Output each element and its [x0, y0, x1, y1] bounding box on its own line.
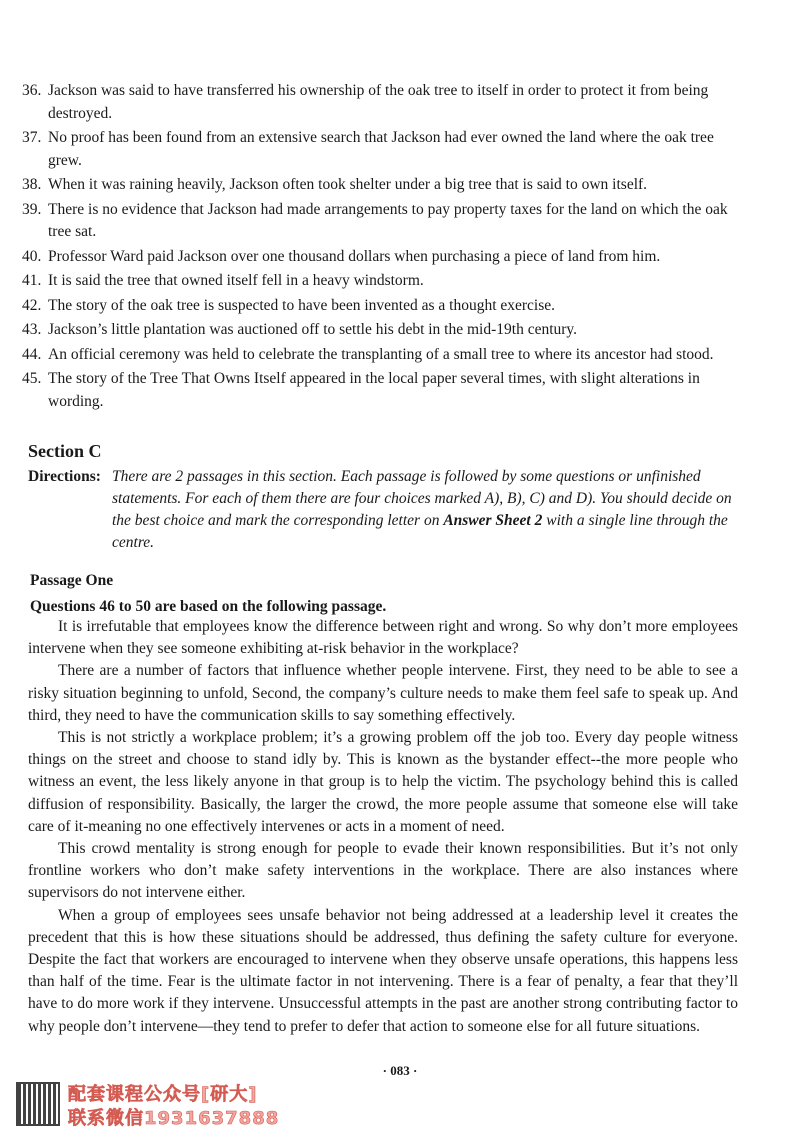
- statement-41: [22, 270, 738, 293]
- statement-number: 44.: [22, 345, 42, 363]
- statement-text: No proof has been found from an extensive search that Jackson had ever owned the land where the oak tree grew.: [48, 129, 714, 169]
- directions-label: Directions:: [28, 468, 101, 485]
- statement-number: 38.: [22, 176, 42, 193]
- statement-text: There is no evidence that Jackson had made arrangements to pay property taxes for the land on which the oak tree sat.: [48, 200, 728, 240]
- statement-number: 39.: [22, 200, 42, 218]
- passage-paragraph: When a group of employees sees unsafe behavior not being addressed at a leadership level it creates the precedent that this is how these situations should be addressed, thus defining the safety culture for everyone. Despite the fact that workers are encouraged to intervene when they observe unsafe operations, this happens less than half of the time. Fear is the ultimate factor in not intervening. There is a fear of penalty, a fear that they’ll have to do more work if they intervene. Unsuccessful attempts in the past are another strong contributing factor to why people don’t intervene—they tend to prefer to defer that action to someone else for all future situations.: [28, 906, 738, 1035]
- statement-number: 45.: [22, 370, 42, 387]
- page-number: · 083 ·: [382, 1063, 418, 1078]
- statement-text: It is said the tree that owned itself fell in a heavy windstorm.: [48, 272, 424, 289]
- statement-40: [22, 246, 738, 269]
- directions-text-part: with a single line through the centre.: [112, 512, 728, 551]
- statement-number: 36.: [22, 82, 42, 99]
- statement-39: [22, 199, 738, 244]
- statement-text: The story of the oak tree is suspected to have been invented as a thought exercise.: [48, 296, 556, 314]
- statement-number: 42.: [22, 296, 42, 314]
- directions-text-part: There are 2 passages in this section. Each passage is followed by some questions or unfinished statements. For each of them there are four choices marked A), B), C) and D). You should decide on the best choice and mark the corresponding letter on: [112, 468, 732, 529]
- watermark-line-1: 配套课程公众号[研大]: [68, 1084, 258, 1105]
- statement-42: [22, 295, 738, 318]
- passage-label: Passage One: [30, 572, 114, 589]
- statement-text: The story of the Tree That Owns Itself appeared in the local paper several times, with slight alterations in wording.: [48, 370, 700, 410]
- statement-text: Jackson was said to have transferred his ownership of the oak tree to itself in order to protect it from being destroyed.: [48, 82, 709, 122]
- statement-36: [22, 80, 738, 125]
- answer-sheet-reference: Answer Sheet 2: [443, 512, 543, 529]
- watermark-line-2: 联系微信1931637888: [68, 1108, 280, 1129]
- statement-text: Professor Ward paid Jackson over one thousand dollars when purchasing a piece of land from him.: [48, 247, 661, 265]
- statement-list: [22, 80, 738, 413]
- statement-43: [22, 319, 738, 342]
- section-title: Section C: [28, 441, 102, 461]
- statement-38: [22, 174, 738, 197]
- statement-37: [22, 127, 738, 172]
- directions-text: [112, 468, 732, 551]
- statement-number: 40.: [22, 247, 42, 265]
- statement-number: 41.: [22, 272, 42, 289]
- passage-paragraph: This is not strictly a workplace problem; it’s a growing problem off the job too. Every day people witness things on the street and choose to stand idly by. This is known as the bystander effect--the more people who witness an event, the less likely anyone in that group is to help the victim. The psychology behind this is called diffusion of responsibility. Basically, the larger the crowd, the more people assume that someone else will take care of it-meaning no one effectively intervenes or acts in a moment of need.: [28, 729, 738, 835]
- qr-code-icon: [16, 1082, 60, 1126]
- page-content: [22, 80, 738, 1038]
- statement-text: When it was raining heavily, Jackson often took shelter under a big tree that is said to own itself.: [48, 176, 648, 193]
- statement-text: An official ceremony was held to celebrate the transplanting of a small tree to where its ancestor had stood.: [48, 345, 714, 363]
- passage-body: [22, 616, 738, 1038]
- statement-number: 43.: [22, 321, 42, 338]
- passage-paragraph: There are a number of factors that influence whether people intervene. First, they need to be able to see a risky situation beginning to unfold, Second, the company’s culture needs to make them feel safe to speak up. And third, they need to have the communication skills to say something effectively.: [28, 662, 738, 724]
- directions: [28, 466, 738, 554]
- passage-paragraph: This crowd mentality is strong enough for people to evade their known responsibilities. But it’s not only frontline workers who don’t make safety interventions in the workplace. There are also instances where supervisors do not intervene either.: [28, 840, 738, 902]
- questions-label: Questions 46 to 50 are based on the following passage.: [30, 598, 387, 615]
- statement-44: [22, 344, 738, 367]
- statement-number: 37.: [22, 129, 42, 146]
- watermark: [16, 1082, 336, 1128]
- statement-45: [22, 368, 738, 413]
- passage-paragraph: It is irrefutable that employees know the difference between right and wrong. So why don’t more employees intervene when they see someone exhibiting at-risk behavior in the workplace?: [28, 618, 738, 658]
- statement-text: Jackson’s little plantation was auctioned off to settle his debt in the mid-19th century.: [48, 321, 578, 338]
